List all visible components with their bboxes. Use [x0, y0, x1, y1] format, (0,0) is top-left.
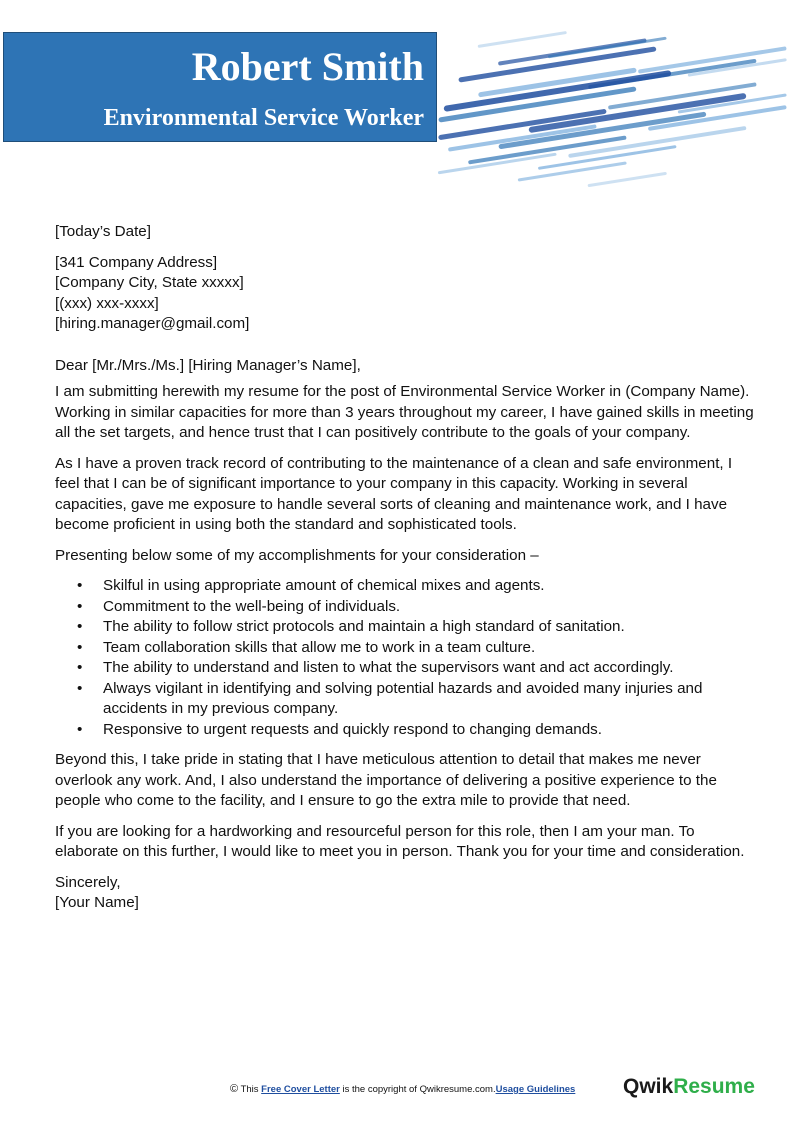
accomplishments-list [55, 576, 755, 740]
usage-guidelines-link[interactable]: Usage Guidelines [495, 1084, 576, 1095]
signature-name: [Your Name] [55, 894, 139, 911]
decorative-stripes [437, 28, 797, 193]
applicant-name: Robert Smith [191, 44, 424, 89]
salutation: Dear [Mr./Mrs./Ms.] [Hiring Manager’s Name], [55, 356, 361, 374]
paragraph-accomplishments-intro: Presenting below some of my accomplishments for your consideration – [55, 546, 539, 564]
header-banner [3, 32, 437, 142]
copyright-text-this: This [240, 1084, 259, 1095]
signoff: Sincerely, [55, 873, 121, 891]
stripe-streak [478, 31, 567, 48]
copyright-text: is the copyright of Qwikresume.com. [342, 1084, 496, 1095]
list-item: • The ability to understand and listen to what the supervisors want and act accordingly. [103, 658, 755, 679]
list-item: • Commitment to the well-being of individuals. [103, 597, 755, 618]
company-phone: [(xxx) xxx-xxxx] [55, 294, 159, 312]
free-cover-letter-link[interactable]: Free Cover Letter [261, 1084, 340, 1095]
company-city-state: [Company City, State xxxxx] [55, 274, 244, 291]
paragraph-experience: As I have a proven track record of contributing to the maintenance of a clean and safe environment, I feel that I can be of significant importance to your company in this capacity. Working in several capacities, gave me exposure to handle several sorts of cleaning and maintenance work, and I have become proficient in using both the standard and sophisticated tools. [55, 454, 733, 533]
paragraph-intro: I am submitting herewith my resume for the post of Environmental Service Worker in (Company Name). Working in similar capacities for more than 3 years throughout my career, I have gained skills in meeting all the set targets, and hence trust that I can positively contribute to the goals of your company. [55, 383, 754, 441]
stripe-streak [438, 153, 557, 175]
list-item: • Responsive to urgent requests and quickly respond to changing demands. [103, 720, 755, 741]
qwikresume-logo[interactable] [623, 1075, 755, 1099]
list-item: • Always vigilant in identifying and solving potential hazards and avoided many injuries and accidents in my previous company. [103, 679, 755, 720]
logo-text-resume: Resume [673, 1075, 755, 1098]
logo-text-qwik: Qwik [623, 1075, 674, 1098]
list-item: • Skilful in using appropriate amount of chemical mixes and agents. [103, 576, 755, 597]
letter-body [55, 222, 755, 914]
stripe-streak [587, 172, 666, 187]
copyright-icon: © [230, 1083, 239, 1095]
company-address: [341 Company Address] [55, 253, 218, 271]
copyright-notice [230, 1082, 575, 1097]
hiring-manager-email: [hiring.manager@gmail.com] [55, 315, 250, 332]
recipient-address-block [55, 253, 755, 335]
footer [0, 1075, 800, 1112]
paragraph-closing: If you are looking for a hardworking and resourceful person for this role, then I am your man. To elaborate on this further, I would like to meet you in person. Thank you for your time and consideration. [55, 822, 745, 860]
list-item: • Team collaboration skills that allow me to work in a team culture. [103, 638, 755, 659]
letter-date: [Today’s Date] [55, 223, 151, 240]
list-item: • The ability to follow strict protocols and maintain a high standard of sanitation. [103, 617, 755, 638]
job-title: Environmental Service Worker [103, 105, 424, 131]
paragraph-attention: Beyond this, I take pride in stating that I have meticulous attention to detail that makes me never overlook any work. And, I also understand the importance of delivering a positive experience to the people who come to the facility, and I ensure to go the extra mile to provide that need. [55, 751, 717, 809]
